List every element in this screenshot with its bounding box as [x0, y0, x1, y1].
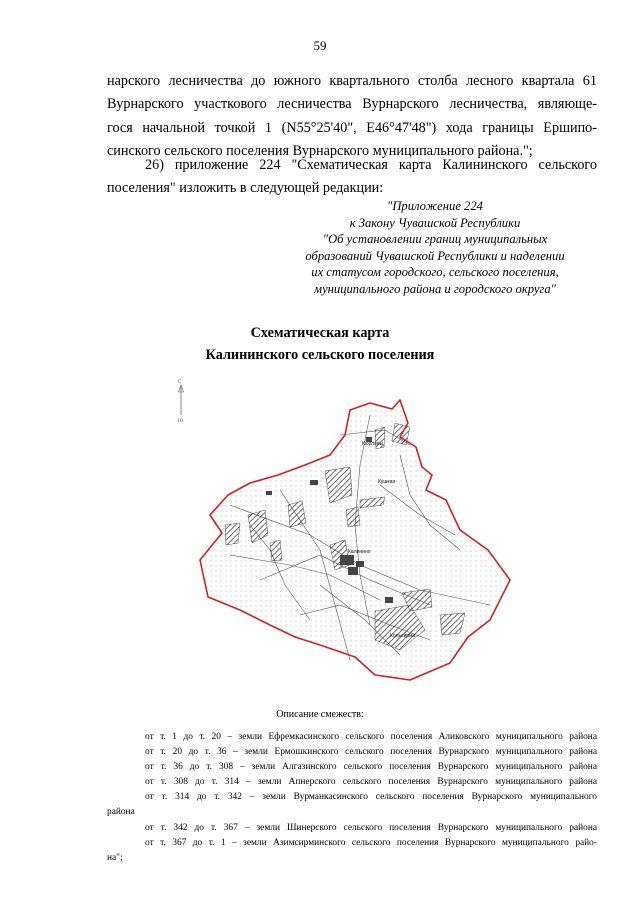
text-line: 26) приложение 224 "Схематическая карта Калининского сельского [145, 157, 597, 173]
appendix-header [285, 198, 585, 298]
description-line: на"; [107, 852, 123, 863]
settlement-territory [200, 400, 510, 680]
appendix-line: "Об установлении границ муниципальных [322, 232, 548, 247]
text-line: гося начальной точкой 1 (N55°25'40", E46°47'48") хода границы Ершипо- [107, 119, 597, 136]
description-line: от т. 20 до т. 36 – земли Ермошкинского сельского поселения Вурнарского муниципального района [145, 747, 597, 758]
appendix-line: образований Чувашской Республики и наделении [305, 248, 565, 263]
description-line: от т. 314 до т. 342 – земли Вурманкасинского сельского поселения Вурнарского муниципального [145, 792, 597, 803]
schematic-map [170, 375, 515, 700]
adjacency-description [107, 730, 597, 866]
description-line: от т. 367 до т. 1 – земли Азимсирминского сельского поселения Вурнарского муниципального райо- [145, 837, 597, 848]
appendix-line: муниципального района и городского округа" [314, 281, 556, 296]
appendix-line: "Приложение 224 [387, 199, 483, 213]
north-label: С [178, 380, 182, 385]
text-line: нарского лесничества до южного квартального столба лесного квартала 61 [107, 73, 597, 89]
south-label: Ю [178, 419, 184, 424]
text-line: Вурнарского участкового лесничества Вурнарского лесничества, являюще- [107, 96, 597, 113]
settlement-label: Кушкан [378, 479, 396, 485]
description-line: от т. 36 до т. 308 – земли Алгазинского сельского поселения Вурнарского муниципального района [145, 762, 597, 773]
description-line: от т. 1 до т. 20 – земли Ефремкасинского сельского поселения Аликовского муниципального района [145, 732, 597, 742]
description-line: района [107, 807, 135, 818]
text-line: синского сельского поселения Вурнарского муниципального района."; [107, 143, 533, 160]
map-title [0, 322, 640, 366]
appendix-line: их статусом городского, сельского поселения, [311, 265, 559, 280]
map-title-line: Схематическая карта [250, 325, 390, 341]
text-line: поселения" изложить в следующей редакции: [107, 180, 384, 197]
description-title: Описание смежеств: [276, 709, 364, 720]
settlement-label: Калинино [348, 549, 371, 555]
description-line: от т. 308 до т. 314 – земли Апнерского сельского поселения Вурнарского муниципального района [145, 777, 597, 788]
description-line: от т. 342 до т. 367 – земли Шинерского сельского поселения Вурнарского муниципального района [145, 822, 597, 833]
appendix-line: к Закону Чувашской Республики [349, 215, 521, 230]
settlement-label: Кюрлевы [362, 441, 384, 447]
north-arrow-icon [178, 380, 184, 424]
paragraph-amendment [107, 154, 597, 201]
map-title-line: Калининского сельского поселения [205, 347, 435, 363]
page-number: 59 [313, 38, 327, 53]
settlement-label: Кольсирма [390, 633, 416, 639]
paragraph-continuation [107, 70, 597, 164]
